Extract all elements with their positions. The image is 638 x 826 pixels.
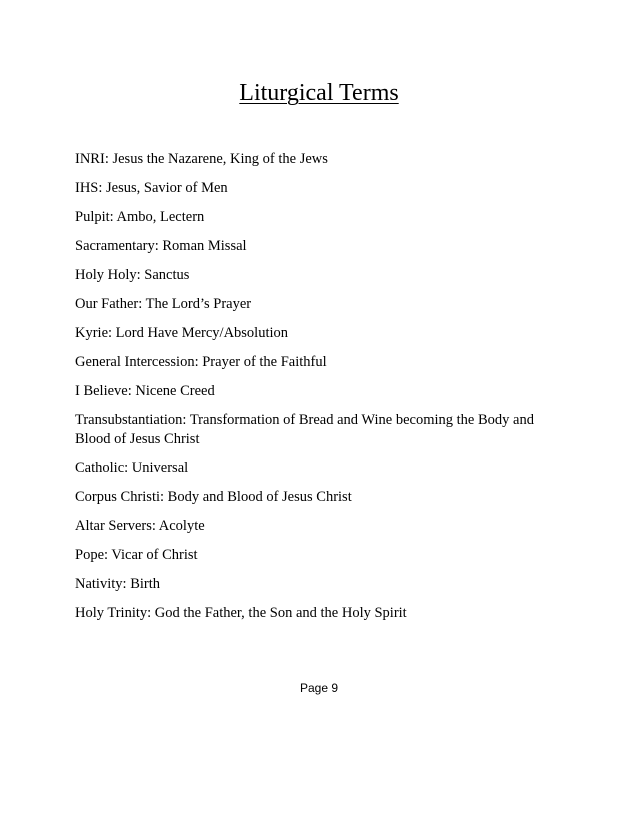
list-item [75,266,555,285]
term-separator: : [98,180,107,196]
term-definition: Universal [131,460,189,476]
list-item [75,459,555,478]
term-separator: : [160,489,168,505]
list-item [75,411,555,449]
term-name: Pope [75,547,104,563]
term-definition: God the Father, the Son and the Holy Spirit [154,605,407,621]
term-name: Holy Holy [75,267,137,283]
term-separator: : [194,354,203,370]
term-definition: Vicar of Christ [111,547,198,563]
term-definition: Ambo, Lectern [116,209,205,225]
list-item [75,353,555,372]
term-separator: : [154,238,163,254]
term-separator: : [147,605,155,621]
term-separator: : [151,518,159,534]
term-definition: Roman Missal [162,238,247,254]
term-separator: : [104,151,113,167]
term-separator: : [127,383,136,399]
term-separator: : [138,296,146,312]
term-definition: Nicene Creed [135,383,215,399]
term-separator: : [104,547,112,563]
term-definition: Acolyte [158,518,205,534]
page-number: Page 9 [299,681,339,695]
term-definition: Body and Blood of Jesus Christ [167,489,352,505]
term-separator: : [182,412,190,428]
term-name: Pulpit [75,209,110,225]
term-name: General Intercession [75,354,195,370]
list-item [75,237,555,256]
list-item [75,150,555,169]
term-definition: Jesus the Nazarene, King of the Jews [112,151,328,167]
term-definition: The Lord’s Prayer [145,296,252,312]
list-item [75,604,555,623]
term-name: Holy Trinity [75,605,148,621]
list-item [75,382,555,401]
term-separator: : [124,460,132,476]
term-definition: Prayer of the Faithful [202,354,327,370]
term-name: Sacramentary [75,238,155,254]
term-name: Corpus Christi [75,489,160,505]
term-name: Transubstantiation [75,412,183,428]
term-definition: Sanctus [144,267,190,283]
term-name: INRI [75,151,105,167]
term-separator: : [122,576,131,592]
term-definition: Birth [130,576,160,592]
list-item [75,179,555,198]
term-name: IHS [75,180,99,196]
term-definition: Transformation of Bread and Wine becoming the Body and Blood of Jesus Christ [75,412,534,447]
term-separator: : [109,209,117,225]
term-name: Catholic [75,460,125,476]
term-definition: Lord Have Mercy/Absolution [115,325,289,341]
list-item [75,488,555,507]
term-definition: Jesus, Savior of Men [106,180,228,196]
list-item [75,546,555,565]
terms-list [75,150,555,633]
list-item [75,517,555,536]
list-item [75,575,555,594]
term-name: Kyrie [75,325,109,341]
list-item [75,324,555,343]
term-separator: : [136,267,145,283]
term-separator: : [108,325,116,341]
term-name: I Believe [75,383,128,399]
term-name: Altar Servers [75,518,152,534]
list-item [75,208,555,227]
list-item [75,295,555,314]
term-name: Nativity [75,576,123,592]
page-title: Liturgical Terms [239,80,399,106]
term-name: Our Father [75,296,139,312]
